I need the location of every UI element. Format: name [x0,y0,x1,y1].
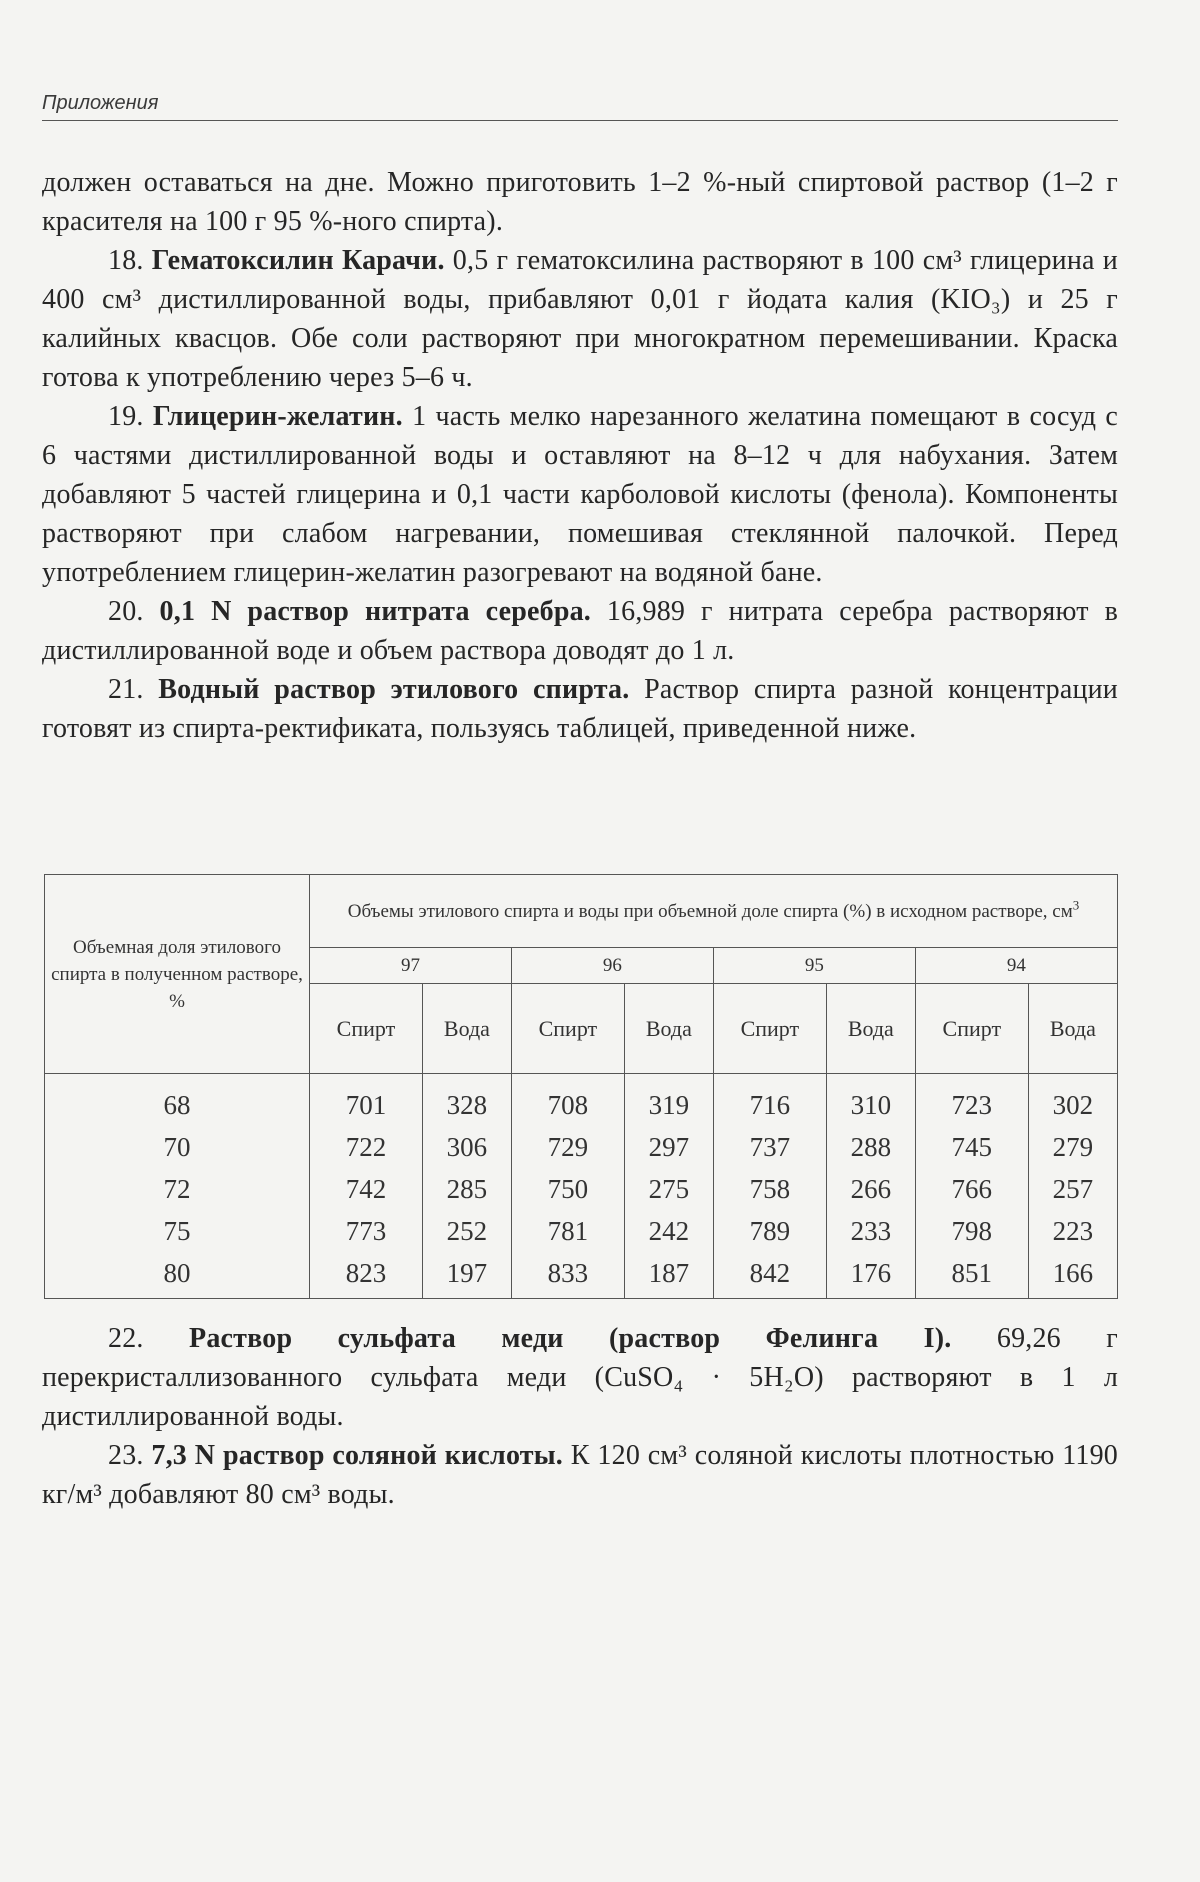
alcohol-dilution-table [44,874,1118,1299]
table-row [45,1210,1118,1252]
source-volumes-header [310,875,1118,948]
spirit-volume-cell: 722 [310,1126,423,1168]
spirit-volume-cell: 798 [915,1210,1028,1252]
col-water-header: Вода [1028,984,1117,1074]
paragraph-text: 1 часть мелко нарезанного желатина помещают в сосуд с 6 частями дистиллированной воды и оставляют на 8–12 ч для набухания. Затем добавляют 5 частей глицерина и 0,1 части карболовой кислоты (фенола). Компоненты растворяют при слабом нагревании, помешивая стеклянной палочкой. Перед употреблением глицерин-желатин разогревают на водяной бане. [42,401,1118,588]
water-volume-cell: 319 [624,1074,713,1127]
spirit-volume-cell: 708 [511,1074,624,1127]
running-title: Приложения [42,92,159,114]
paragraph-19 [42,397,1118,592]
table-row [45,1252,1118,1299]
spirit-volume-cell: 823 [310,1252,423,1299]
paragraph-title: Глицерин-желатин. [152,401,403,432]
col-spirit-header: Спирт [713,984,826,1074]
paragraph-text: 0,5 г гематоксилина растворяют в 100 см³ глицерина и 400 см³ дистиллированной воды, прибавляют 0,01 г йодата калия (KIO₃) и 25 г калийных квасцов. Обе соли растворяют при многократном перемешивании. Краска готова к употреблению через 5–6 ч. [42,245,1118,393]
target-concentration-cell: 70 [45,1126,310,1168]
paragraph-22 [42,1319,1118,1436]
spirit-volume-cell: 773 [310,1210,423,1252]
group-header: 97 [310,948,512,984]
water-volume-cell: 310 [826,1074,915,1127]
col-water-header: Вода [826,984,915,1074]
spirit-volume-cell: 701 [310,1074,423,1127]
water-volume-cell: 266 [826,1168,915,1210]
water-volume-cell: 257 [1028,1168,1117,1210]
water-volume-cell: 297 [624,1126,713,1168]
target-concentration-cell: 68 [45,1074,310,1127]
water-volume-cell: 275 [624,1168,713,1210]
water-volume-cell: 302 [1028,1074,1117,1127]
paragraph-title: Раствор сульфата меди (раствор Фелинга I). [189,1323,952,1354]
spirit-volume-cell: 781 [511,1210,624,1252]
paragraph-number: 19. [108,401,144,432]
spirit-volume-cell: 758 [713,1168,826,1210]
source-volumes-header-sup: 3 [1072,897,1080,913]
paragraph-number: 20. [108,596,144,627]
water-volume-cell: 233 [826,1210,915,1252]
paragraph-number: 22. [108,1323,144,1354]
paragraph-text: 16,989 г нитрата серебра растворяют в дистиллированной воде и объем раствора доводят до 1 л. [42,596,1118,666]
paragraph-18 [42,241,1118,397]
col-spirit-header: Спирт [915,984,1028,1074]
spirit-volume-cell: 833 [511,1252,624,1299]
spirit-volume-cell: 750 [511,1168,624,1210]
water-volume-cell: 242 [624,1210,713,1252]
table-row [45,1126,1118,1168]
group-header: 95 [713,948,915,984]
paragraph-continuation: должен оставаться на дне. Можно приготовить 1–2 %-ный спиртовой раствор (1–2 г красителя на 100 г 95 %-ного спирта). [42,167,1118,237]
spirit-volume-cell: 737 [713,1126,826,1168]
text-block-bottom [42,1319,1118,1514]
target-concentration-header: Объемная доля этилового спирта в полученном растворе, % [45,875,310,1074]
paragraph-text: Раствор спирта разной концентрации готовят из спирта-ректификата, пользуясь таблицей, приведенной ниже. [42,674,1118,744]
water-volume-cell: 166 [1028,1252,1117,1299]
target-concentration-cell: 80 [45,1252,310,1299]
water-volume-cell: 306 [422,1126,511,1168]
col-water-header: Вода [624,984,713,1074]
spirit-volume-cell: 842 [713,1252,826,1299]
paragraph-title: Гематоксилин Карачи. [151,245,445,276]
spirit-volume-cell: 716 [713,1074,826,1127]
table-row [45,1168,1118,1210]
water-volume-cell: 223 [1028,1210,1117,1252]
paragraph-text: 69,26 г перекристаллизованного сульфата меди (CuSO₄ · 5H₂O) растворяют в 1 л дистиллированной воды. [42,1323,1118,1432]
paragraph-title: Водный раствор этилового спирта. [158,674,630,705]
paragraph-20 [42,592,1118,670]
water-volume-cell: 252 [422,1210,511,1252]
col-water-header: Вода [422,984,511,1074]
spirit-volume-cell: 729 [511,1126,624,1168]
water-volume-cell: 285 [422,1168,511,1210]
water-volume-cell: 279 [1028,1126,1117,1168]
header-rule [42,120,1118,121]
water-volume-cell: 187 [624,1252,713,1299]
table-row [45,1074,1118,1127]
target-concentration-cell: 75 [45,1210,310,1252]
paragraph-23 [42,1436,1118,1514]
col-spirit-header: Спирт [310,984,423,1074]
col-spirit-header: Спирт [511,984,624,1074]
spirit-volume-cell: 723 [915,1074,1028,1127]
target-concentration-cell: 72 [45,1168,310,1210]
water-volume-cell: 197 [422,1252,511,1299]
spirit-volume-cell: 745 [915,1126,1028,1168]
paragraph-21 [42,670,1118,748]
paragraph-text: К 120 см³ соляной кислоты плотностью 1190 кг/м³ добавляют 80 см³ воды. [42,1440,1119,1510]
spirit-volume-cell: 789 [713,1210,826,1252]
paragraph-number: 23. [108,1440,144,1471]
group-header: 94 [915,948,1117,984]
source-volumes-header-text: Объемы этилового спирта и воды при объемной доле спирта (%) в исходном растворе, см [347,900,1073,922]
spirit-volume-cell: 742 [310,1168,423,1210]
spirit-volume-cell: 851 [915,1252,1028,1299]
water-volume-cell: 288 [826,1126,915,1168]
spirit-volume-cell: 766 [915,1168,1028,1210]
water-volume-cell: 328 [422,1074,511,1127]
water-volume-cell: 176 [826,1252,915,1299]
text-block-top [42,163,1118,748]
paragraph-title: 7,3 N раствор соляной кислоты. [151,1440,563,1471]
paragraph-number: 21. [108,674,144,705]
group-header: 96 [511,948,713,984]
paragraph-title: 0,1 N раствор нитрата серебра. [159,596,591,627]
paragraph-number: 18. [108,245,144,276]
